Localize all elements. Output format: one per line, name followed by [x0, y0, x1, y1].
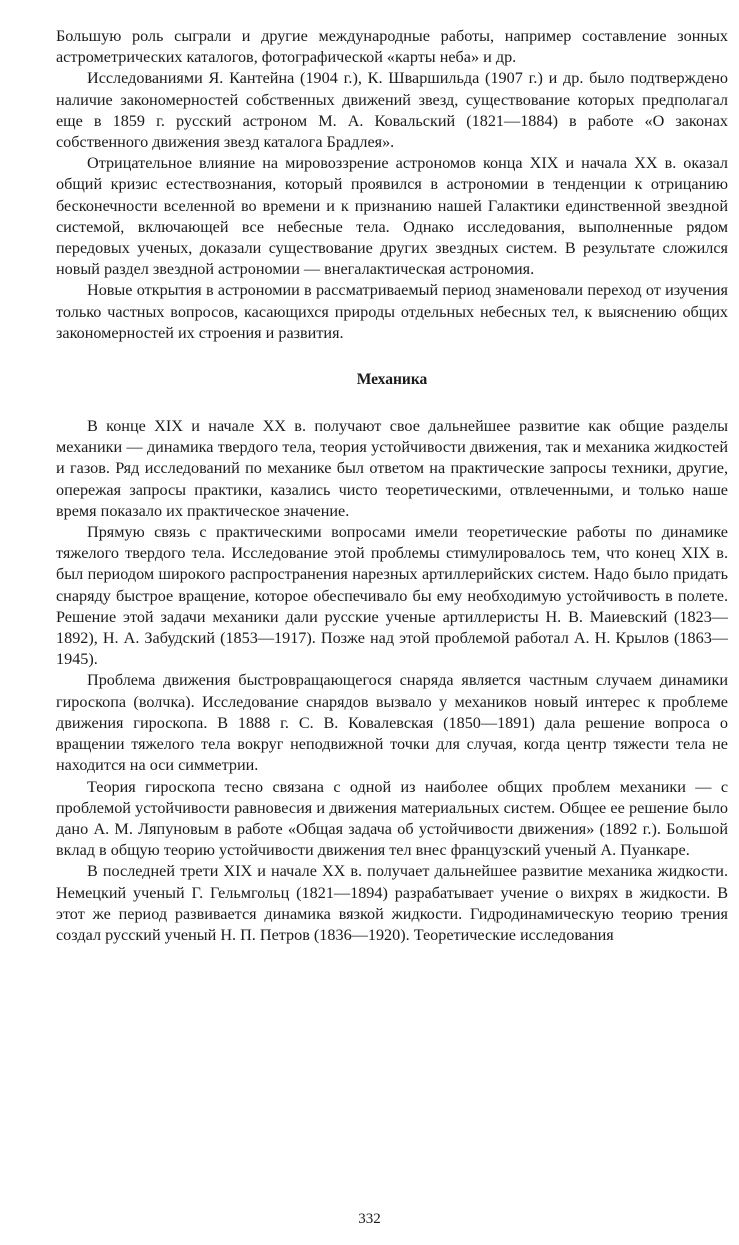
- paragraph-crisis: Отрицательное влияние на мировоззрение астрономов конца XIX и начала XX в. оказал общий кризис естествознания, который проявился в астрономии в тенденции к отрицанию бесконечности вселенной во времени и к признанию нашей Галактики единственной звездной системой, включающей все небесные тела. Однако исследования, выполненные рядом передовых ученых, доказали существование других звездных систем. В результате сложился новый раздел звездной астрономии — внегалактическая астрономия.: [56, 154, 728, 279]
- page-body: [56, 26, 728, 946]
- paragraph-rigid-body: Прямую связь с практическими вопросами имели теоретические работы по динамике тяжелого твердого тела. Исследование этой проблемы стимулировалось тем, что конец XIX в. был периодом широкого распространения нарезных артиллерийских систем. Надо было придать снаряду быстрое вращение, которое обеспечивало бы ему необходимую устойчивость в полете. Решение этой задачи механики дали русские ученые артиллеристы Н. В. Маиевский (1823—1892), Н. А. Забудский (1853—1917). Позже над этой проблемой работал А. Н. Крылов (1863—1945).: [56, 523, 728, 669]
- page-number: 332: [358, 1211, 381, 1227]
- paragraph-gyroscope: Проблема движения быстровращающегося снаряда является частным случаем динамики гироскопа (волчка). Исследование снарядов вызвало у механиков новый интерес к проблеме движения гироскопа. В 1888 г. С. В. Ковалевская (1850—1891) дала решение вопроса о вращении тяжелого тела вокруг неподвижной точки для случая, когда центр тяжести тела не находится на оси симметрии.: [56, 671, 728, 775]
- paragraph-stability: Теория гироскопа тесно связана с одной из наиболее общих проблем механики — с проблемой устойчивости равновесия и движения материальных систем. Общее ее решение было дано А. М. Ляпуновым в работе «Общая задача об устойчивости движения» (1892 г.). Большой вклад в общую теорию устойчивости движения тел внес французский ученый А. Пуанкаре.: [56, 777, 728, 860]
- paragraph-mechanics-intro: В конце XIX и начале XX в. получают свое дальнейшее развитие как общие разделы механики — динамика твердого тела, теория устойчивости движения, так и механика жидкостей и газов. Ряд исследований по механике был ответом на практические запросы техники, другие, опережая запросы практики, казались чисто теоретическими, отвлеченными, и только наше время показало их практическое значение.: [56, 417, 728, 520]
- paragraph-new-discoveries: Новые открытия в астрономии в рассматриваемый период знаменовали переход от изучения только частных вопросов, касающихся природы отдельных небесных тел, к выяснению общих закономерностей их строения и развития.: [56, 281, 728, 342]
- paragraph-fluid-mechanics: В последней трети XIX и начале XX в. получает дальнейшее развитие механика жидкости. Немецкий ученый Г. Гельмгольц (1821—1894) разрабатывает учение о вихрях в жидкости. В этот же период развивается динамика вязкой жидкости. Гидродинамическую теорию трения создал русский ученый Н. П. Петров (1836—1920). Теоретические исследования: [56, 862, 728, 944]
- paragraph-stellar-motions: Исследованиями Я. Кантейна (1904 г.), К. Шваршильда (1907 г.) и др. было подтверждено наличие закономерностей собственных движений звезд, существование которых предполагал еще в 1859 г. русский астроном М. А. Ковальский (1821—1884) в работе «О законах собственного движения звезд каталога Брадлея».: [56, 69, 728, 152]
- paragraph-international-works: Большую роль сыграли и другие международные работы, например составление зонных астрометрических каталогов, фотографической «карты неба» и др.: [56, 27, 728, 67]
- section-title: Механика: [356, 371, 428, 389]
